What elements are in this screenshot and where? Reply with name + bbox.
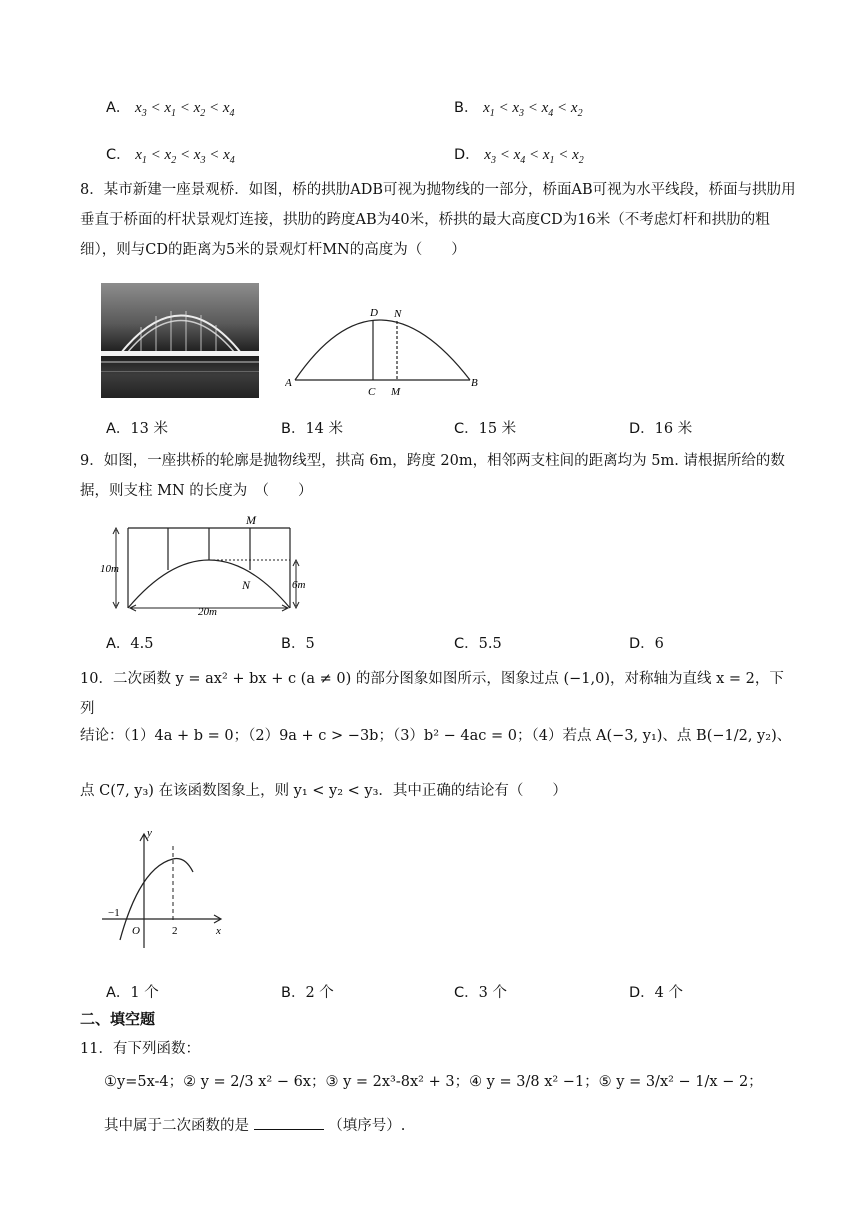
- option-label: B．: [454, 100, 479, 116]
- q10-option-c: [454, 981, 507, 1002]
- q11-question: [104, 1114, 405, 1135]
- option-label: C．: [454, 636, 479, 652]
- q10-line3: 点 C(7, y₃) 在该函数图象上，则 y₁ < y₂ < y₃．其中正确的结论有（ ）: [80, 783, 567, 799]
- q8-stem: 8．某市新建一座景观桥．如图，桥的拱肋ADB可视为抛物线的一部分，桥面AB可视为水平线段，桥面与拱肋用垂直于桥面的杆状景观灯连接，拱肋的跨度AB为40米，桥拱的最大高度CD为16米（不考虑灯杆和拱肋的粗细），则与CD的距离为5米的景观灯杆MN的高度为（ ）: [80, 182, 796, 258]
- option-text: 6: [654, 636, 664, 652]
- option-text: 2 个: [305, 985, 334, 1001]
- option-label: A．: [106, 100, 131, 116]
- bridge-photo: [101, 283, 259, 398]
- q9-option-a: [106, 632, 153, 653]
- q9-option-b: [281, 632, 315, 653]
- label-d: D: [370, 307, 378, 319]
- q11-ask-pre: 其中属于二次函数的是: [104, 1118, 249, 1134]
- q9-option-d: [629, 632, 664, 653]
- option-text: 4 个: [654, 985, 684, 1001]
- origin-label: O: [132, 925, 140, 937]
- option-label: A．: [106, 421, 131, 437]
- q11-items: ①y=5x-4；② y = 2/3 x² − 6x；③ y = 2x³-8x² + 3；④ y = 3/8 x² −1；⑤ y = 3/x² − 1/x − 2；: [104, 1074, 763, 1090]
- q10-option-b: [281, 981, 334, 1002]
- option-text: 3 个: [478, 985, 507, 1001]
- q10-option-d: [629, 981, 683, 1002]
- option-label: B．: [281, 636, 306, 652]
- q11-stem: 11．有下列函数：: [80, 1041, 200, 1057]
- option-label: B．: [281, 985, 306, 1001]
- label-n: N: [394, 308, 402, 320]
- label-20m: 20m: [198, 606, 217, 618]
- label-a: A: [285, 377, 292, 389]
- option-label: C．: [106, 147, 131, 163]
- q9-option-c: [454, 632, 502, 653]
- option-text: 16 米: [654, 421, 693, 437]
- option-label: C．: [454, 985, 479, 1001]
- q8-option-b: [281, 417, 343, 438]
- option-text: 13 米: [130, 421, 168, 437]
- label-b: B: [471, 377, 478, 389]
- q7-option-b: B． $x_1 < x_3 < x_4 < x_2$: [454, 100, 583, 119]
- option-label: C．: [454, 421, 479, 437]
- q7-option-c: C． $x_1 < x_2 < x_3 < x_4$: [106, 147, 235, 166]
- option-text: 14 米: [305, 421, 344, 437]
- option-text: 5.5: [478, 636, 502, 652]
- q10-line1: 10．二次函数 y = ax² + bx + c (a ≠ 0) 的部分图象如图所示，图象过点 (−1,0)，对称轴为直线 x = 2，下列: [80, 671, 784, 717]
- option-label: D．: [629, 421, 655, 437]
- section-title: 二、填空题: [80, 1010, 156, 1028]
- option-text: 15 米: [478, 421, 517, 437]
- q8-option-d: [629, 417, 692, 438]
- option-label: D．: [454, 147, 480, 163]
- option-label: D．: [629, 985, 655, 1001]
- axis-y-label: y: [147, 827, 152, 839]
- bridge-photo-art: [101, 283, 259, 398]
- answer-blank[interactable]: [254, 1115, 324, 1130]
- option-text: 1 个: [130, 985, 159, 1001]
- option-text: 5: [305, 636, 315, 652]
- option-label: A．: [106, 636, 131, 652]
- label-6m: 6m: [292, 579, 306, 591]
- q10-line2: 结论：（1）4a + b = 0；（2）9a + c > −3b；（3）b² − 4ac = 0；（4）若点 A(−3, y₁)、点 B(−1/2, y₂)、: [80, 728, 792, 744]
- label-m: M: [246, 513, 256, 527]
- neg-one-label: −1: [108, 907, 120, 919]
- option-label: D．: [629, 636, 655, 652]
- label-n: N: [242, 578, 251, 592]
- label-c: C: [368, 386, 376, 398]
- q8-option-a: [106, 417, 168, 438]
- q9-stem: 9．如图，一座拱桥的轮廓是抛物线型，拱高 6m，跨度 20m，相邻两支柱间的距离均为 5m. 请根据所给的数据，则支柱 MN 的长度为 （ ）: [80, 453, 785, 499]
- option-label: A．: [106, 985, 131, 1001]
- q10-parabola-graph: [100, 822, 230, 952]
- q11-ask-post: （填序号）.: [328, 1118, 406, 1134]
- q7-option-d: D． $x_3 < x_4 < x_1 < x_2$: [454, 147, 584, 166]
- two-label: 2: [172, 925, 178, 937]
- axis-x-label: x: [216, 925, 221, 937]
- q8-option-c: [454, 417, 516, 438]
- q10-option-a: [106, 981, 159, 1002]
- q7-option-a: A． $x_3 < x_1 < x_2 < x_4$: [106, 100, 235, 119]
- option-text: 4.5: [130, 636, 154, 652]
- label-10m: 10m: [100, 563, 119, 575]
- q9-bridge-diagram: [100, 512, 315, 620]
- q8-arch-diagram: [285, 300, 485, 400]
- option-label: B．: [281, 421, 306, 437]
- label-m: M: [391, 386, 401, 398]
